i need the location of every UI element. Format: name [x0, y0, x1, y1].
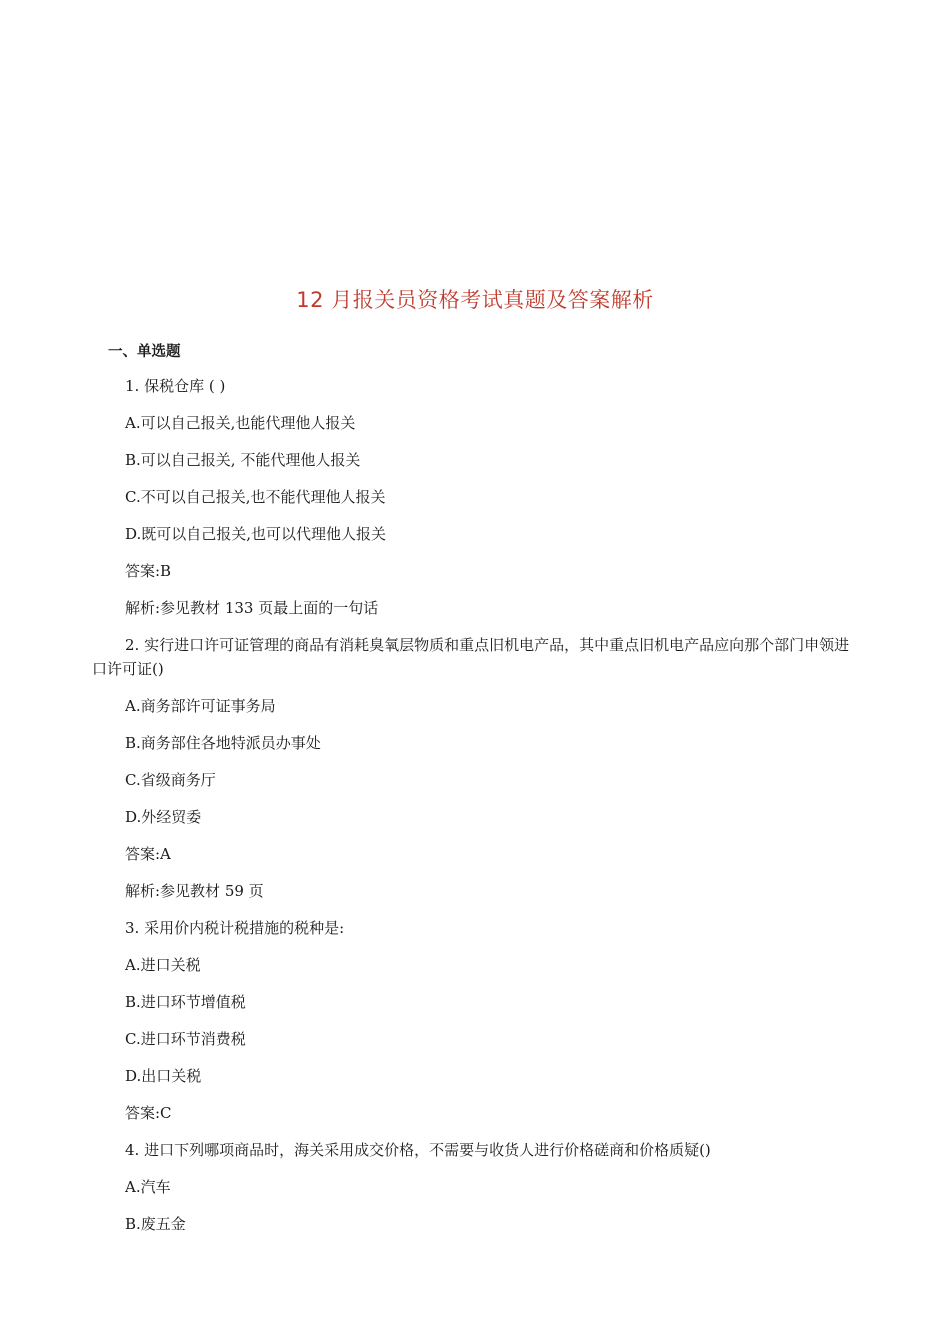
q3-answer: 答案:C — [125, 1104, 172, 1122]
q1-explanation: 解析:参见教材 133 页最上面的一句话 — [125, 599, 379, 617]
q3-option-b: B.进口环节增值税 — [125, 993, 246, 1011]
question-1: 1. 保税仓库 ( ) — [125, 377, 226, 395]
q1-option-d: D.既可以自己报关,也可以代理他人报关 — [125, 525, 387, 543]
page-title: 12 月报关员资格考试真题及答案解析 — [296, 288, 654, 312]
q1-option-c: C.不可以自己报关,也不能代理他人报关 — [125, 488, 386, 506]
q1-option-b: B.可以自己报关, 不能代理他人报关 — [125, 451, 361, 469]
q2-explanation: 解析:参见教材 59 页 — [125, 882, 264, 900]
q3-option-c: C.进口环节消费税 — [125, 1030, 246, 1048]
q2-answer: 答案:A — [125, 845, 171, 863]
q4-option-b: B.废五金 — [125, 1215, 186, 1233]
section-heading: 一、单选题 — [108, 344, 181, 360]
q2-option-b: B.商务部住各地特派员办事处 — [125, 734, 321, 752]
q3-option-a: A.进口关税 — [125, 956, 201, 974]
q2-option-c: C.省级商务厅 — [125, 771, 216, 789]
q2-option-a: A.商务部许可证事务局 — [125, 697, 276, 715]
question-3: 3. 采用价内税计税措施的税种是: — [125, 919, 345, 937]
q1-option-a: A.可以自己报关,也能代理他人报关 — [125, 414, 356, 432]
document-body — [92, 374, 862, 1249]
question-4: 4. 进口下列哪项商品时，海关采用成交价格，不需要与收货人进行价格磋商和价格质疑() — [125, 1141, 711, 1159]
q4-option-a: A.汽车 — [125, 1178, 171, 1196]
question-2: 2. 实行进口许可证管理的商品有消耗臭氧层物质和重点旧机电产品，其中重点旧机电产品应向那个部门申领进口许可证() — [92, 636, 850, 678]
q1-answer: 答案:B — [125, 562, 172, 580]
q3-option-d: D.出口关税 — [125, 1067, 202, 1085]
q2-option-d: D.外经贸委 — [125, 808, 202, 826]
